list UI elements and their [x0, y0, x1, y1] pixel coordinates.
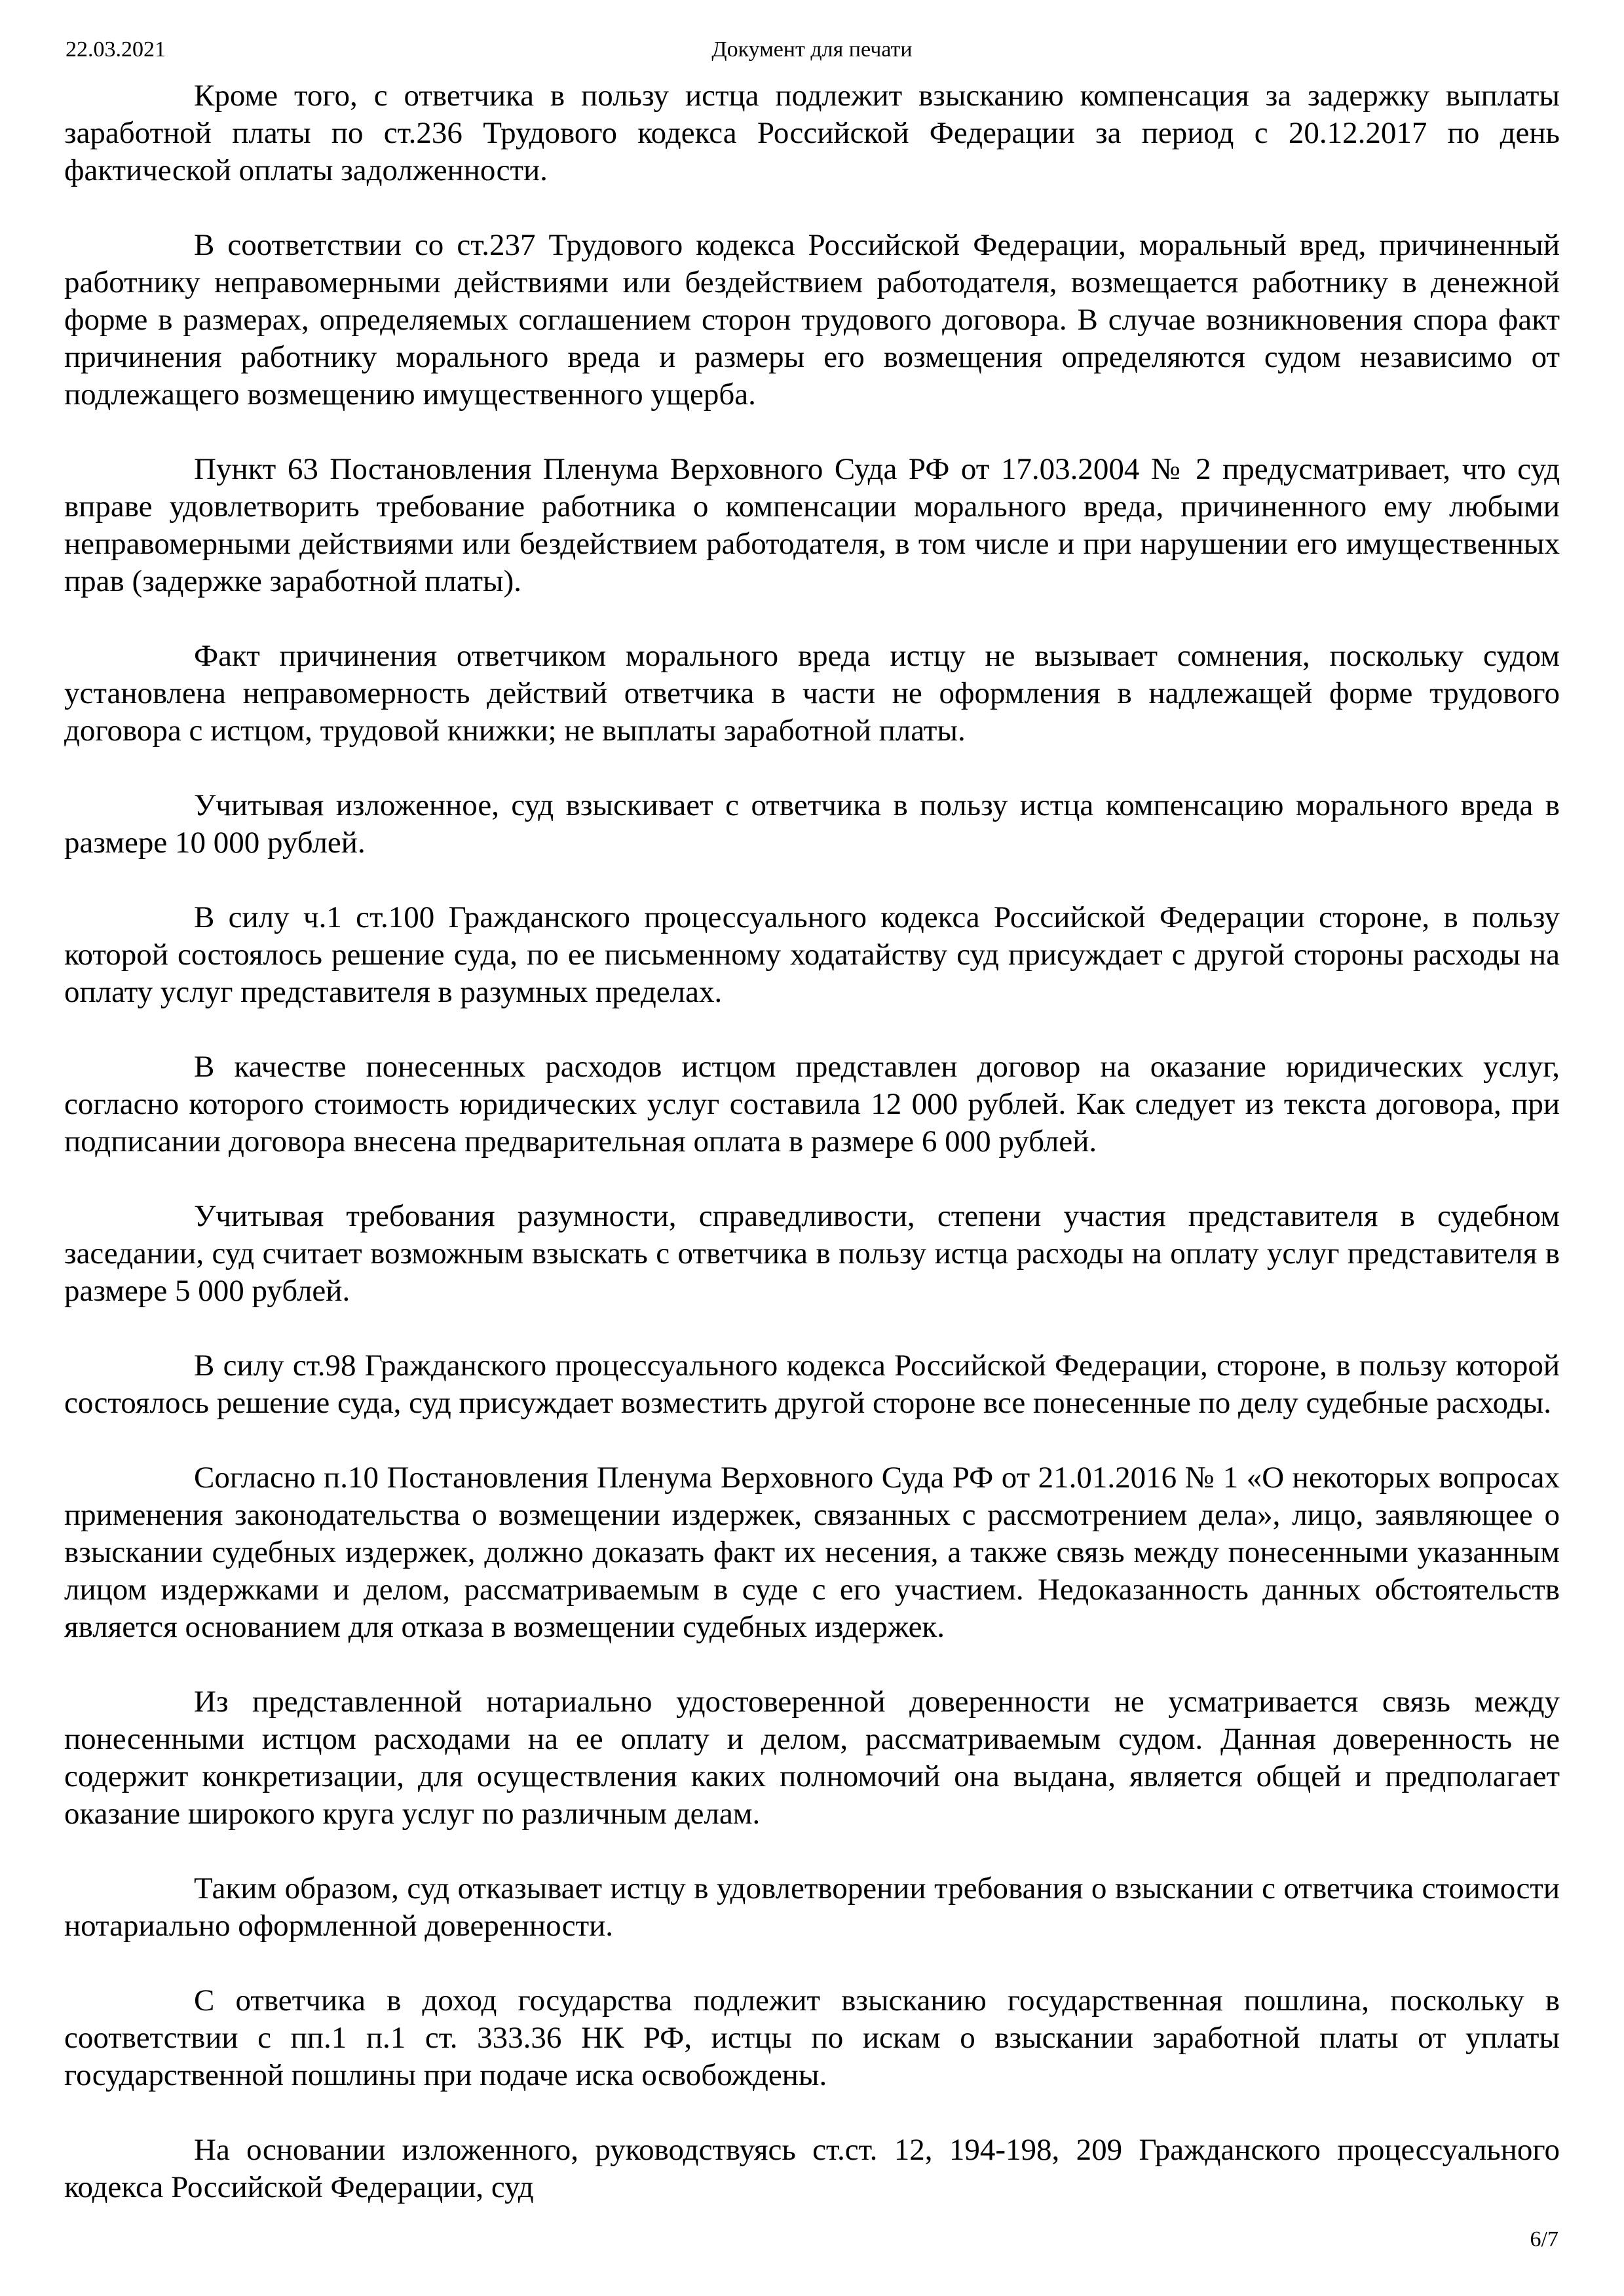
- paragraph: Учитывая изложенное, суд взыскивает с ответчика в пользу истца компенсацию морального вреда в размере 10 000 рублей.: [64, 788, 1560, 860]
- paragraph: В силу ч.1 ст.100 Гражданского процессуального кодекса Российской Федерации стороне, в пользу которой состоялось решение суда, по ее письменному ходатайству суд присуждает с другой стороны расходы на оплату услуг представителя в разумных пределах.: [64, 900, 1560, 1009]
- document-body: [64, 77, 1560, 2244]
- paragraph: На основании изложенного, руководствуясь ст.ст. 12, 194-198, 209 Гражданского процессуального кодекса Российской Федерации, суд: [64, 2133, 1560, 2204]
- paragraph: Таким образом, суд отказывает истцу в удовлетворении требования о взыскании с ответчика стоимости нотариально оформленной доверенности.: [64, 1871, 1560, 1943]
- paragraph: Факт причинения ответчиком морального вреда истцу не вызывает сомнения, поскольку судом установлена неправомерность действий ответчика в части не оформления в надлежащей форме трудового договора с истцом, трудовой книжки; не выплаты заработной платы.: [64, 639, 1560, 748]
- paragraph: Кроме того, с ответчика в пользу истца подлежит взысканию компенсация за задержку выплаты заработной платы по ст.236 Трудового кодекса Российской Федерации за период с 20.12.2017 по день фактической оплаты задолженности.: [64, 79, 1560, 187]
- paragraph: Учитывая требования разумности, справедливости, степени участия представителя в судебном заседании, суд считает возможным взыскать с ответчика в пользу истца расходы на оплату услуг представителя в размере 5 000 рублей.: [64, 1199, 1560, 1308]
- paragraph: С ответчика в доход государства подлежит взысканию государственная пошлина, поскольку в соответствии с пп.1 п.1 ст. 333.36 НК РФ, истцы по искам о взыскании заработной платы от уплаты государственной пошлины при подаче иска освобождены.: [64, 1983, 1560, 2092]
- page-number: 6/7: [1530, 2227, 1558, 2251]
- paragraph: В силу ст.98 Гражданского процессуального кодекса Российской Федерации, стороне, в пользу которой состоялось решение суда, суд присуждает возместить другой стороне все понесенные по делу судебные расходы.: [64, 1349, 1560, 1420]
- paragraph: Пункт 63 Постановления Пленума Верховного Суда РФ от 17.03.2004 № 2 предусматривает, что суд вправе удовлетворить требование работника о компенсации морального вреда, причиненного ему любыми неправомерными действиями или бездействием работодателя, в том числе и при нарушении его имущественных прав (задержке заработной платы).: [64, 452, 1560, 598]
- page-header: [0, 37, 1624, 66]
- paragraph: Из представленной нотариально удостоверенной доверенности не усматривается связь между понесенными истцом расходами на ее оплату и делом, рассматриваемым судом. Данная доверенность не содержит конкретизации, для осуществления каких полномочий она выдана, является общей и предполагает оказание широкого круга услуг по различным делам.: [64, 1685, 1560, 1831]
- paragraph: Согласно п.10 Постановления Пленума Верховного Суда РФ от 21.01.2016 № 1 «О некоторых вопросах применения законодательства о возмещении издержек, связанных с рассмотрением дела», лицо, заявляющее о взыскании судебных издержек, должно доказать факт их несения, а также связь между понесенными указанным лицом издержками и делом, рассматриваемым в суде с его участием. Недоказанность данных обстоятельств является основанием для отказа в возмещении судебных издержек.: [64, 1461, 1560, 1644]
- header-date: 22.03.2021: [66, 37, 166, 62]
- page-footer: [1530, 2227, 1558, 2253]
- paragraph: В соответствии со ст.237 Трудового кодекса Российской Федерации, моральный вред, причиненный работнику неправомерными действиями или бездействием работодателя, возмещается работнику в денежной форме в размерах, определяемых соглашением сторон трудового договора. В случае возникновения спора факт причинения работнику морального вреда и размеры его возмещения определяются судом независимо от подлежащего возмещению имущественного ущерба.: [64, 228, 1560, 411]
- header-title: Документ для печати: [711, 37, 913, 62]
- paragraph: В качестве понесенных расходов истцом представлен договор на оказание юридических услуг, согласно которого стоимость юридических услуг составила 12 000 рублей. Как следует из текста договора, при подписании договора внесена предварительная оплата в размере 6 000 рублей.: [64, 1050, 1560, 1158]
